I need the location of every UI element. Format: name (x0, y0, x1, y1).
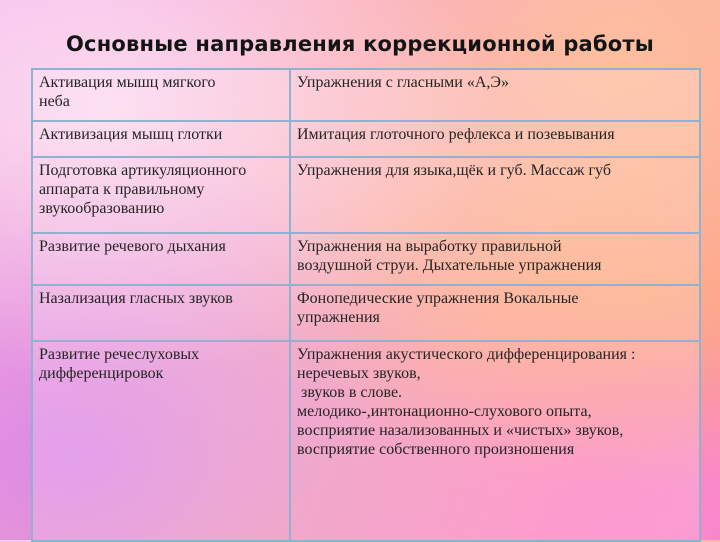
direction-cell (32, 233, 290, 285)
cell-line: восприятие собственного произношения (297, 441, 575, 458)
cell-line: Имитация глоточного рефлекса и позевывания (297, 126, 615, 143)
direction-cell (32, 121, 290, 157)
cell-line: Назализация гласных звуков (39, 290, 233, 307)
cell-line: Подготовка артикуляционного (39, 162, 247, 179)
exercises-cell (290, 157, 700, 233)
table-row (32, 341, 700, 541)
table-row (32, 121, 700, 157)
exercises-cell (290, 341, 700, 541)
table-row (32, 233, 700, 285)
direction-cell (32, 69, 290, 121)
slide-title: Основные направления коррекционной работы (66, 32, 654, 56)
cell-line: неречевых звуков, (297, 365, 421, 382)
exercises-cell (290, 233, 700, 285)
cell-line: звукообразованию (39, 200, 165, 217)
cell-line: Упражнения для языка,щёк и губ. Массаж губ (297, 162, 611, 179)
cell-line: Активизация мышц глотки (39, 126, 223, 143)
cell-line: звуков в слове. (297, 384, 403, 401)
correction-table (31, 68, 701, 542)
cell-line: Упражнения на выработку правильной (297, 238, 562, 255)
cell-line: мелодико-,интонационно-слухового опыта, (297, 403, 592, 420)
direction-cell (32, 285, 290, 341)
cell-line: Активация мышц мягкого (39, 74, 216, 91)
cell-line: Упражнения акустического дифференцирования : (297, 346, 636, 363)
direction-cell (32, 157, 290, 233)
exercises-cell (290, 69, 700, 121)
table-row (32, 157, 700, 233)
exercises-cell (290, 285, 700, 341)
table-row (32, 69, 700, 121)
cell-line: Упражнения с гласными «А,Э» (297, 74, 509, 91)
cell-line: восприятие назализованных и «чистых» звуков, (297, 422, 624, 439)
direction-cell (32, 341, 290, 541)
exercises-cell (290, 121, 700, 157)
cell-line: упражнения (297, 309, 380, 326)
cell-line: аппарата к правильному (39, 181, 205, 198)
cell-line: Развитие речеслуховых (39, 346, 200, 363)
cell-line: дифференцировок (39, 365, 164, 382)
cell-line: воздушной струи. Дыхательные упражнения (297, 257, 602, 274)
cell-line: неба (39, 93, 70, 110)
table-row (32, 285, 700, 341)
cell-line: Развитие речевого дыхания (39, 238, 226, 255)
cell-line: Фонопедические упражнения Вокальные (297, 290, 579, 307)
